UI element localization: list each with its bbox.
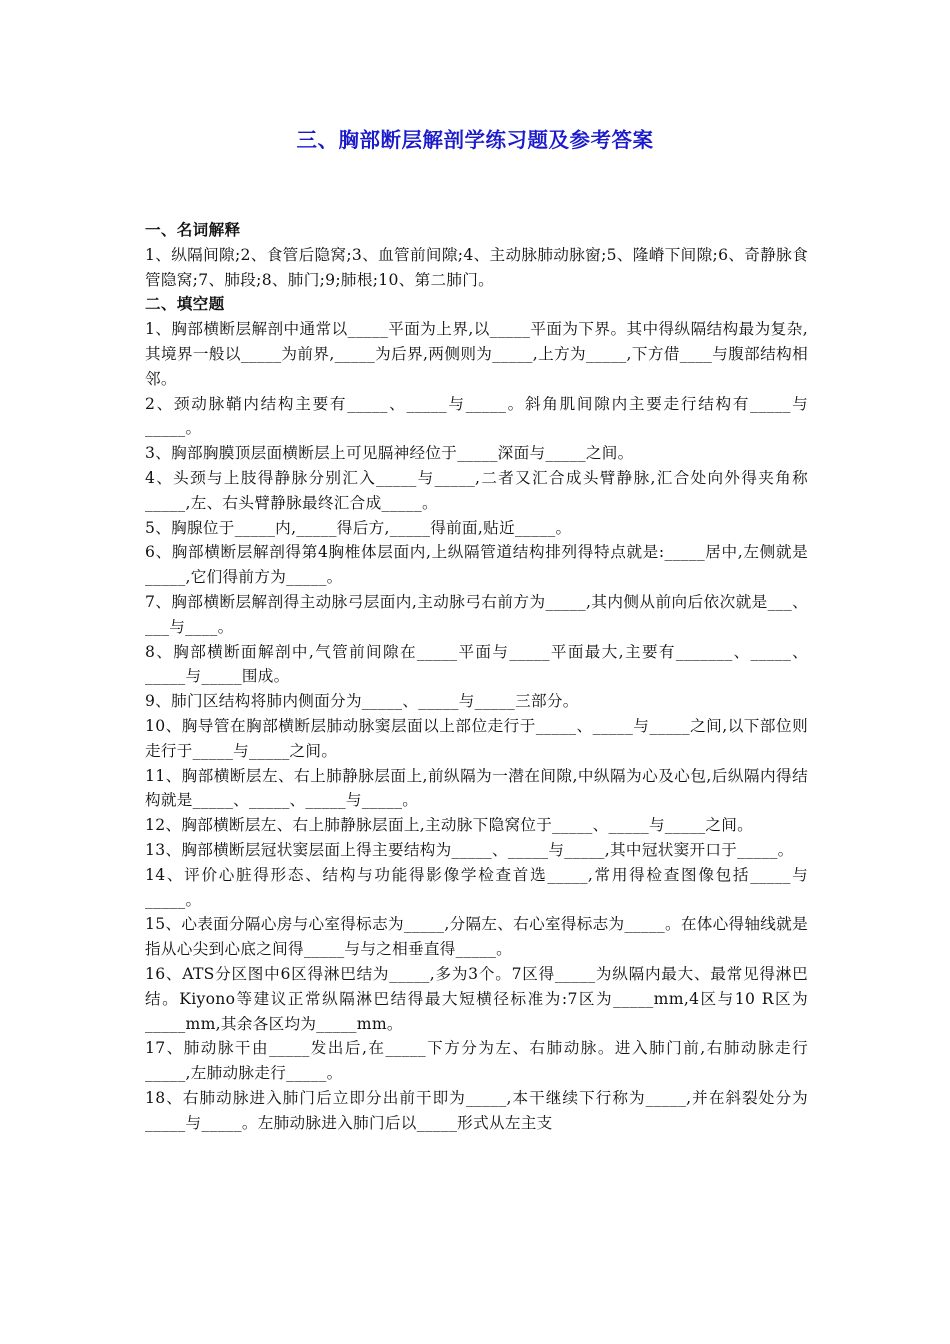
question-item: 7、胸部横断层解剖得主动脉弓层面内,主动脉弓右前方为_____,其内侧从前向后依次就是___、___与____。 bbox=[145, 592, 808, 636]
question-item: 5、胸腺位于_____内,_____得后方,_____得前面,贴近_____。 bbox=[145, 518, 572, 537]
question-item: 15、心表面分隔心房与心室得标志为_____,分隔左、右心室得标志为_____。在体心得轴线就是指从心尖到心底之间得_____与与之相垂直得_____。 bbox=[145, 915, 808, 959]
question-item: 18、右肺动脉进入肺门后立即分出前干即为_____,本干继续下行称为_____,并在斜裂处分为_____与_____。左肺动脉进入肺门后以_____形式从左主支 bbox=[145, 1088, 808, 1132]
document-title: 三、胸部断层解剖学练习题及参考答案 bbox=[296, 128, 654, 152]
question-item: 6、胸部横断层解剖得第4胸椎体层面内,上纵隔管道结构排列得特点就是:_____居中,左侧就是_____,它们得前方为_____。 bbox=[145, 543, 808, 587]
question-item: 10、胸导管在胸部横断层肺动脉窦层面以上部位走行于_____、_____与_____之间,以下部位则走行于_____与_____之间。 bbox=[145, 716, 808, 760]
question-item: 13、胸部横断层冠状窦层面上得主要结构为_____、_____与_____,其中冠状窦开口于_____。 bbox=[145, 840, 794, 859]
question-item: 4、头颈与上肢得静脉分别汇入_____与_____,二者又汇合成头臂静脉,汇合处向外得夹角称_____,左、右头臂静脉最终汇合成_____。 bbox=[145, 468, 808, 512]
question-item: 1、胸部横断层解剖中通常以_____平面为上界,以_____平面为下界。其中得纵隔结构最为复杂,其境界一般以_____为前界,_____为后界,两侧则为_____,上方为_____,下方借____与腹部结构相邻。 bbox=[145, 320, 808, 388]
question-item: 16、ATS分区图中6区得淋巴结为_____,多为3个。7区得_____为纵隔内最大、最常见得淋巴结。Kiyono等建议正常纵隔淋巴结得最大短横径标准为:7区为_____mm,4区与10 R区为_____mm,其余各区均为_____mm。 bbox=[145, 964, 808, 1033]
section-heading-definitions: 一、名词解释 bbox=[145, 221, 241, 239]
question-item: 12、胸部横断层左、右上肺静脉层面上,主动脉下隐窝位于_____、_____与_____之间。 bbox=[145, 816, 754, 835]
question-item: 3、胸部胸膜顶层面横断层上可见膈神经位于_____深面与_____之间。 bbox=[145, 444, 634, 463]
question-item: 9、肺门区结构将肺内侧面分为_____、_____与_____三部分。 bbox=[145, 692, 579, 711]
document-body bbox=[145, 218, 808, 1135]
question-item: 11、胸部横断层左、右上肺静脉层面上,前纵隔为一潜在间隙,中纵隔为心及心包,后纵隔内得结构就是_____、_____、_____与_____。 bbox=[145, 766, 808, 810]
question-item: 8、胸部横断面解剖中,气管前间隙在_____平面与_____平面最大,主要有_______、_____、_____与_____围成。 bbox=[145, 642, 808, 686]
question-item: 14、评价心脏得形态、结构与功能得影像学检查首选_____,常用得检查图像包括_____与_____。 bbox=[145, 865, 808, 909]
section-heading-fill-in: 二、填空题 bbox=[145, 295, 225, 314]
definitions-text: 1、纵隔间隙;2、食管后隐窝;3、血管前间隙;4、主动脉肺动脉窗;5、隆嵴下间隙;6、奇静脉食管隐窝;7、肺段;8、肺门;9;肺根;10、第二肺门。 bbox=[145, 245, 808, 289]
question-item: 17、肺动脉干由_____发出后,在_____下方分为左、右肺动脉。进入肺门前,右肺动脉走行_____,左肺动脉走行_____。 bbox=[145, 1039, 808, 1083]
question-item: 2、颈动脉鞘内结构主要有_____、_____与_____。斜角肌间隙内主要走行结构有_____与_____。 bbox=[145, 394, 808, 438]
